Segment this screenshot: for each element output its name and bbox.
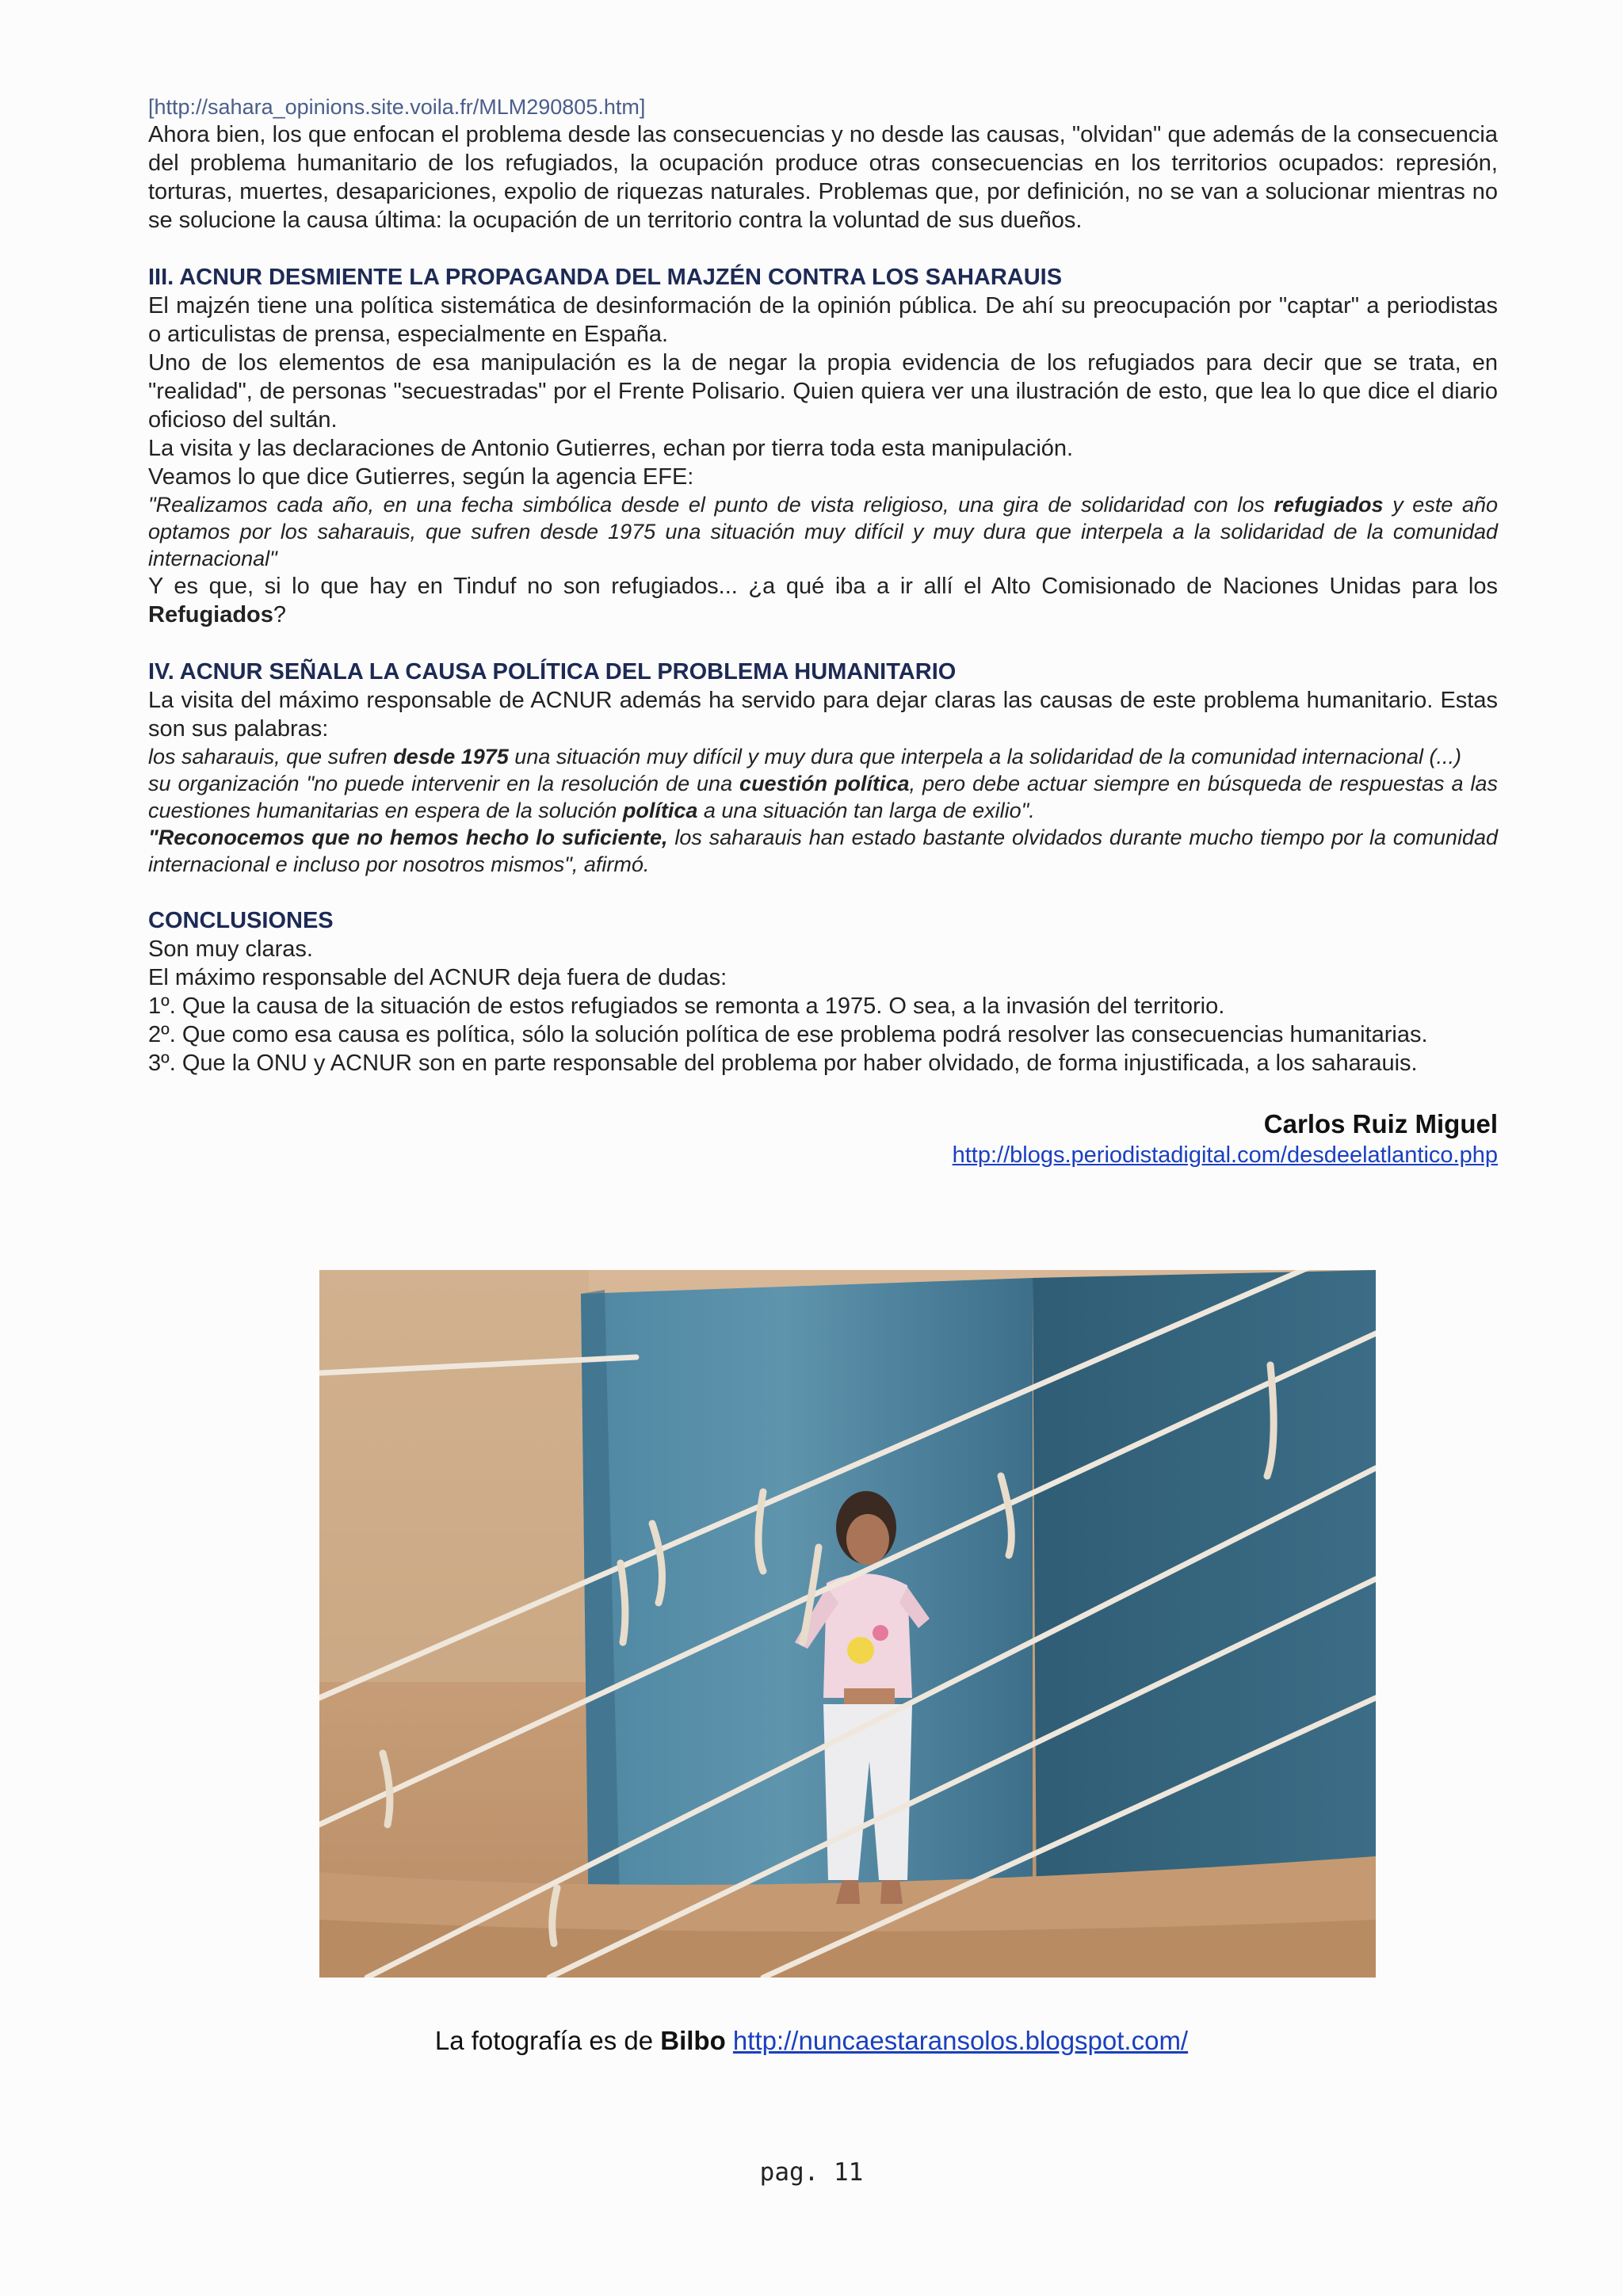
p5-bold: Refugiados: [148, 602, 273, 627]
p5-text-b: ?: [273, 602, 287, 627]
source-link[interactable]: [http://sahara_opinions.site.voila.fr/MLM290805.htm]: [148, 95, 646, 119]
p5-text-a: Y es que, si lo que hay en Tinduf no son refugiados... ¿a qué iba a ir allí el Alto Comisionado de Naciones Unidas para los: [148, 574, 1498, 599]
section-3-paragraph-4: Veamos lo que dice Gutierres, según la agencia EFE:: [148, 464, 694, 490]
refugee-camp-photo: [319, 1270, 1376, 1978]
section-4-quote-3: [148, 824, 1498, 878]
section-3-paragraph-1: El majzén tiene una política sistemática de desinformación de la opinión pública. De ahí su preocupación por "captar" a periodistas o articulistas de prensa, especialmente en España.: [148, 293, 1498, 347]
caption-text: La fotografía es de: [434, 2026, 661, 2055]
q3-text-b: los saharauis han estado bastante olvidados durante mucho tiempo por la comunidad internacional e incluso por nosotros mismos", afirmó.: [148, 826, 1498, 876]
section-3-heading: III. ACNUR DESMIENTE LA PROPAGANDA DEL MAJZÉN CONTRA LOS SAHARAUIS: [148, 265, 1063, 290]
photo-caption: [0, 2024, 1623, 2058]
efe-quote-text-b: y este año optamos por los saharauis, que sufren desde 1975 una situación muy difícil y muy dura que interpela a la solidaridad de la comunidad internacional": [148, 493, 1499, 570]
q1-text-a: los saharauis, que sufren: [148, 745, 394, 769]
conclusion-item: 2º. Que como esa causa es política, sólo la solución política de ese problema podrá resolver las consecuencias humanitarias.: [148, 1022, 1428, 1047]
section-4-quote-1: [148, 743, 1498, 770]
photographer-link[interactable]: http://nuncaestaransolos.blogspot.com/: [732, 2026, 1189, 2055]
efe-quote: [148, 491, 1498, 572]
author-name: Carlos Ruiz Miguel: [1263, 1109, 1498, 1138]
conclusions-heading: CONCLUSIONES: [148, 908, 334, 933]
section-3-paragraph-3: La visita y las declaraciones de Antonio Gutierres, echan por tierra toda esta manipulación.: [148, 436, 1074, 461]
document-body: [148, 93, 1498, 1169]
signature-block: [148, 1108, 1498, 1169]
efe-quote-bold: refugiados: [1274, 493, 1384, 517]
q2-text-c: a una situación tan larga de exilio".: [697, 799, 1035, 822]
section-3-paragraph-5: [148, 572, 1498, 629]
q3-bold: "Reconocemos que no hemos hecho lo suficiente,: [148, 826, 668, 849]
section-4-heading: IV. ACNUR SEÑALA LA CAUSA POLÍTICA DEL PROBLEMA HUMANITARIO: [148, 659, 957, 685]
author-blog-link[interactable]: http://blogs.periodistadigital.com/desdeelatlantico.php: [952, 1142, 1498, 1168]
q2-text-a: su organización "no puede intervenir en la resolución de una: [148, 772, 740, 795]
section-4-paragraph-1: La visita del máximo responsable de ACNUR además ha servido para dejar claras las causas de este problema humanitario. Estas son sus palabras:: [148, 688, 1498, 742]
conclusion-item: 3º. Que la ONU y ACNUR son en parte responsable del problema por haber olvidado, de forma injustificada, a los saharauis.: [148, 1051, 1418, 1076]
conclusion-item: 1º. Que la causa de la situación de estos refugiados se remonta a 1975. O sea, a la invasión del territorio.: [148, 994, 1225, 1019]
photographer-name: Bilbo: [660, 2026, 726, 2055]
section-3-paragraph-2: Uno de los elementos de esa manipulación es la de negar la propia evidencia de los refugiados para decir que se trata, en "realidad", de personas "secuestradas" por el Frente Polisario. Quien quiera ver una ilustración de esto, que lea lo que dice el diario oficioso del sultán.: [148, 350, 1498, 433]
q1-text-b: una situación muy difícil y muy dura que interpela a la solidaridad de la comunidad internacional (...): [508, 745, 1461, 769]
q1-bold: desde 1975: [393, 745, 509, 769]
q2-bold-1: cuestión política: [739, 772, 910, 795]
section-4-quote-2: [148, 770, 1498, 824]
efe-quote-text-a: "Realizamos cada año, en una fecha simbólica desde el punto de vista religioso, una gira de solidaridad con los: [148, 493, 1274, 517]
q2-bold-2: política: [622, 799, 698, 822]
conclusions-paragraph-2: El máximo responsable del ACNUR deja fuera de dudas:: [148, 965, 727, 990]
q2-text-b: , pero debe actuar siempre en búsqueda de respuestas a las cuestiones humanitarias en espera de la solución: [148, 772, 1498, 822]
intro-paragraph: Ahora bien, los que enfocan el problema desde las consecuencias y no desde las causas, "olvidan" que además de la consecuencia del problema humanitario de los refugiados, la ocupación produce otras consecuencias en los territorios ocupados: represión, torturas, muertes, desapariciones, expolio de riquezas naturales. Problemas que, por definición, no se van a solucionar mientras no se solucione la causa última: la ocupación de un territorio contra la voluntad de sus dueños.: [148, 122, 1498, 233]
page-number: pag. 11: [759, 2158, 864, 2187]
conclusions-paragraph-1: Son muy claras.: [148, 936, 313, 962]
